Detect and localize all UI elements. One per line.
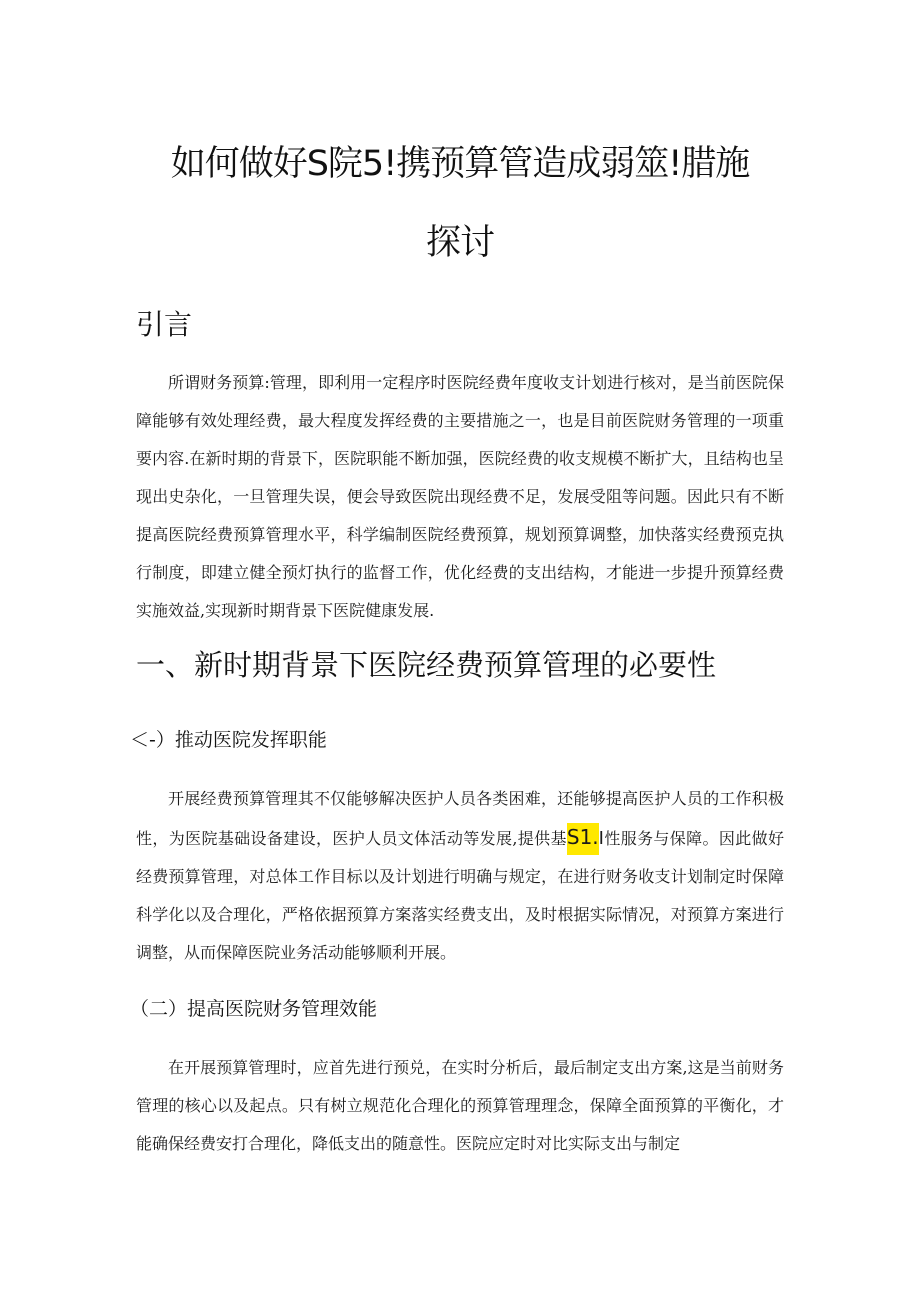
intro-paragraph: 所谓财务预算:管理，即利用一定程序时医院经费年度收支计划进行核对，是当前医院保障能够有效处理经费，最大程度发挥经费的主要措施之一，也是目前医院财务管理的一项重要内容.在新时期的背景下，医院职能不断加强，医院经费的收支规模不断扩大，且结构也呈现出史杂化，一旦管理失误，便会导致医院出现经费不足，发展受阻等问题。因此只有不断提高医院经费预算管理水平，科学编制医院经费预算，规划预算调整，加快落实经费预克执行制度，即建立健全预灯执行的监督工作，优化经费的支出结构，才能进一步提升预算经费实施效益,实现新时期背景下医院健康发展. [136,373,784,620]
document-title-line-2: 探讨 [425,223,494,263]
subsection-2-heading: （二）提高医院财务管理效能 [130,998,378,1020]
subsection-1-text-before: 开展经费预算管理其不仅能够解决医护人员各类困难，还能够提高医护人员的工作积极性，为医院基础设备建设，医护人员文体活动等发展,提供基 [136,789,784,848]
intro-heading: 引言 [136,308,193,341]
subsection-1-paragraph [136,780,784,972]
subsection-1-text-after: 性服务与保障。因此做好经费预算管理，对总体工作目标以及计划进行明确与规定，在进行财务收支计划制定时保障科学化以及合理化，严格依据预算方案落实经费支出，及时根据实际情况，对预算方案进行调整，从而保障医院业务活动能够顺利开展。 [136,829,784,962]
highlighted-text: S1. [567,823,599,855]
subsection-1-heading: ＜-）推动医院发挥职能 [130,729,327,751]
subsection-2-paragraph: 在开展预算管理时，应首先进行预兑，在实时分析后，最后制定支出方案,这是当前财务管理的核心以及起点。只有树立规范化合理化的预算管理理念，保障全面预算的平衡化，才能确保经费安打合理化，降低支出的随意性。医院应定时对比实际支出与制定 [136,1058,784,1153]
highlight-trailing-mark: I [598,828,604,849]
document-title-line-1: 如何做好S院5!携预算管造成弱筮!腊施 [170,144,750,184]
section-1-heading: 一、新时期背景下医院经费预算管理的必要性 [136,648,717,682]
